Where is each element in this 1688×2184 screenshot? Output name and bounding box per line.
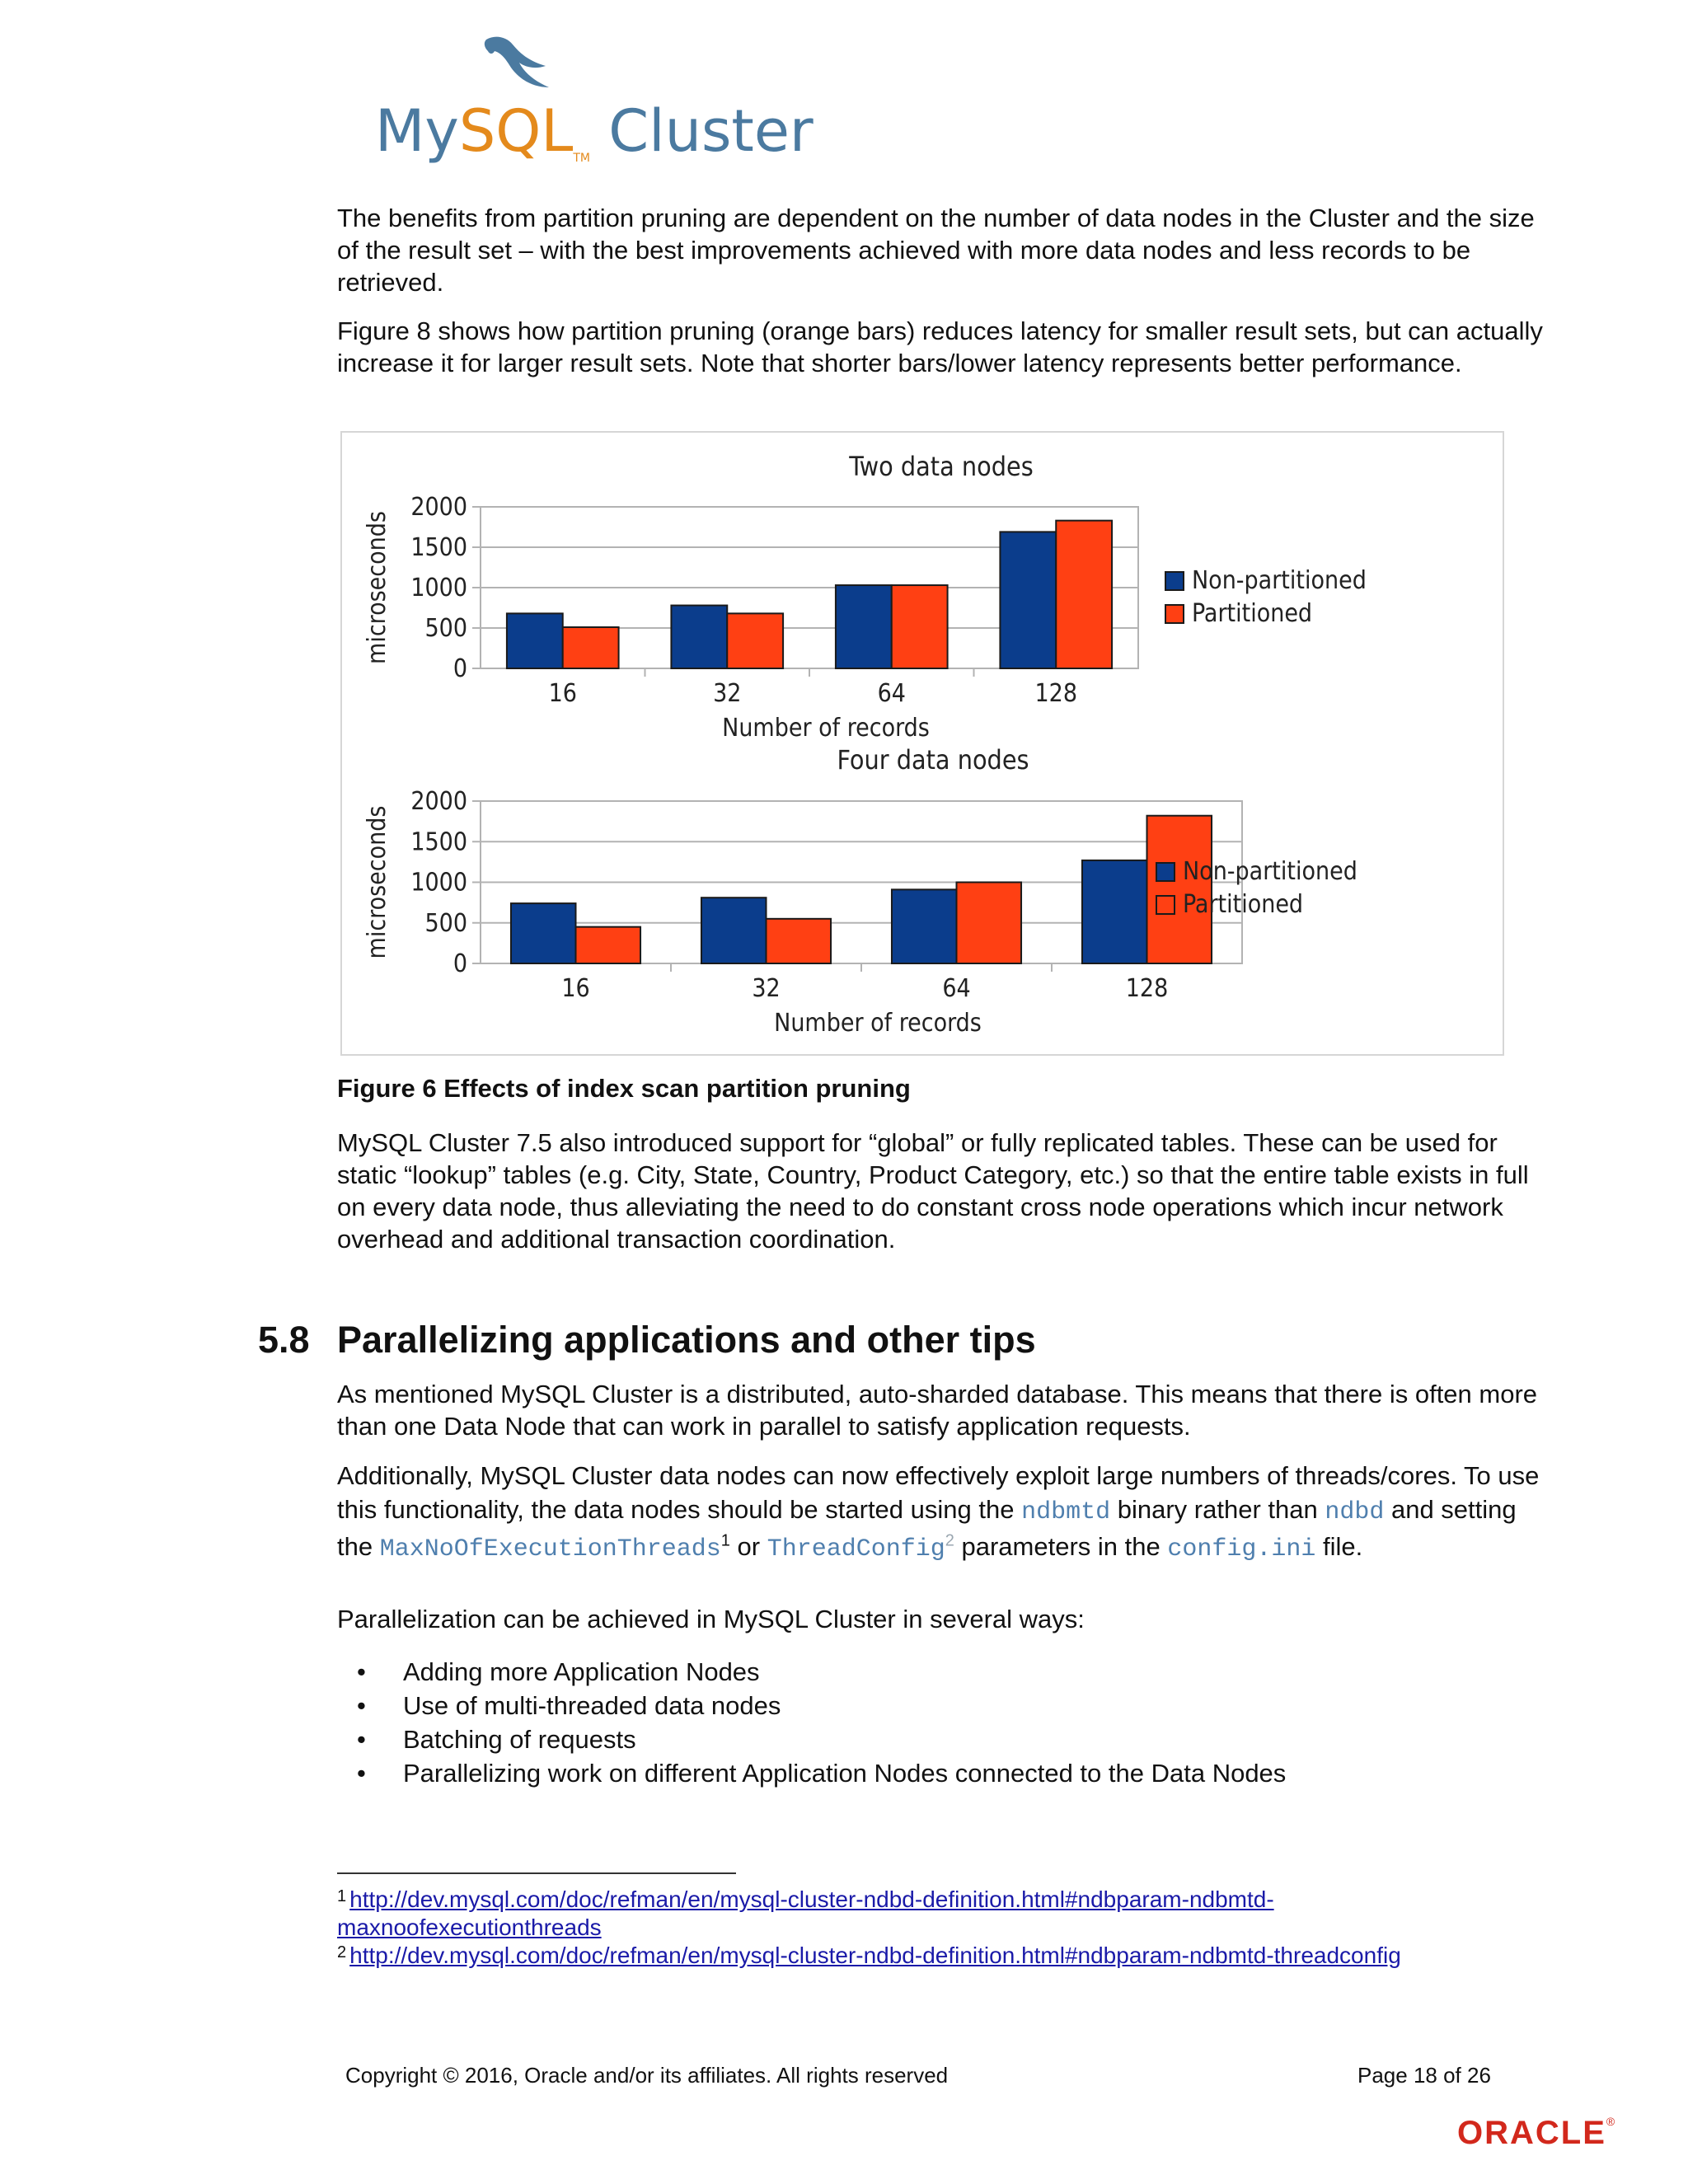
list-item: • Use of multi-threaded data nodes <box>337 1689 1286 1722</box>
footer-copyright: Copyright © 2016, Oracle and/or its affiliates. All rights reserved <box>345 2063 949 2088</box>
y-tick-label: 2000 <box>410 787 467 816</box>
paragraph-partition-benefits: The benefits from partition pruning are dependent on the number of data nodes in the Cluster and the size of the result set – with the best improvements achieved with more data nodes and less records to be retrieved. <box>337 204 1535 297</box>
footnote-2-link[interactable]: http://dev.mysql.com/doc/refman/en/mysql-cluster-ndbd-definition.html#ndbparam-ndbmtd-threadconfig <box>349 1943 1401 1968</box>
bullet-icon: • <box>357 1657 366 1686</box>
registered-mark: ® <box>1606 2115 1615 2128</box>
chart-title: Four data nodes <box>837 744 1029 776</box>
footnote-1: $^1$ http://dev.mysql.com/doc/refman/en/mysql-cluster-ndbd-definition.html#ndbparam-ndbmtd- maxnoofexecutionthreads <box>337 1886 1274 1940</box>
bullet-icon: • <box>357 1759 366 1788</box>
list-item: • Batching of requests <box>337 1722 1286 1756</box>
legend-swatch <box>1156 863 1175 881</box>
bullet-icon: • <box>357 1725 366 1754</box>
legend-label: Partitioned <box>1192 599 1313 628</box>
x-tick-label: 16 <box>561 974 590 1003</box>
legend-label: Non-partitioned <box>1192 566 1367 595</box>
bullet-icon: • <box>357 1691 366 1720</box>
section-number: 5.8 <box>258 1319 310 1361</box>
code-threadconfig: ThreadConfig <box>767 1535 945 1563</box>
y-tick-label: 1000 <box>410 868 467 898</box>
footer-page-number: Page 18 of 26 <box>1357 2063 1491 2088</box>
legend-swatch <box>1165 572 1184 590</box>
bar-non-partitioned <box>1082 860 1147 963</box>
footnote-divider <box>337 1872 736 1874</box>
section-heading <box>258 1319 1036 1361</box>
y-tick-label: 2000 <box>410 493 467 522</box>
x-tick-label: 32 <box>713 679 742 708</box>
y-tick-label: 1500 <box>410 827 467 857</box>
code-ndbmtd: ndbmtd <box>1021 1498 1111 1526</box>
bar-non-partitioned <box>892 889 957 963</box>
bar-non-partitioned <box>671 606 727 668</box>
footnote-1-link-cont[interactable]: maxnoofexecutionthreads <box>337 1915 602 1940</box>
bar-non-partitioned <box>836 585 892 668</box>
legend-swatch <box>1165 605 1184 623</box>
bar-partitioned <box>767 919 832 963</box>
y-axis-label: microseconds <box>363 805 392 959</box>
figure-partition-pruning <box>340 431 1504 1056</box>
footnote-ref-2[interactable]: 2 <box>945 1531 954 1550</box>
bar-partitioned <box>1056 521 1112 668</box>
footnote-ref-1[interactable]: 1 <box>720 1531 730 1550</box>
paragraph-global-tables: MySQL Cluster 7.5 also introduced support for “global” or fully replicated tables. These can be used for static “lookup” tables (e.g. City, State, Country, Product Category, etc.) so that the entire table exists in full on every data node, thus alleviating the need to do constant cross node operations which incur network overhead and additional transaction coordination. <box>337 1128 1529 1254</box>
paragraph-parallelization-ways: Parallelization can be achieved in MySQL Cluster in several ways: <box>337 1605 1085 1633</box>
legend-label: Partitioned <box>1183 890 1304 919</box>
logo-wordmark: MySQLTM Cluster <box>375 97 814 165</box>
list-item: • Parallelizing work on different Application Nodes connected to the Data Nodes <box>337 1756 1286 1790</box>
oracle-wordmark: ORACLE <box>1457 2115 1606 2151</box>
x-axis-label: Number of records <box>722 714 930 743</box>
x-tick-label: 128 <box>1125 974 1169 1003</box>
x-tick-label: 64 <box>877 679 906 708</box>
section-title: Parallelizing applications and other tips <box>337 1319 1036 1361</box>
oracle-logo <box>1457 2115 1615 2152</box>
x-axis-label: Number of records <box>774 1009 982 1038</box>
bar-non-partitioned <box>1000 532 1056 668</box>
mysql-cluster-logo <box>375 33 814 173</box>
paragraph-figure-description: Figure 8 shows how partition pruning (orange bars) reduces latency for smaller result sets, but can actually increase it for larger result sets. Note that shorter bars/lower latency represents better performance. <box>337 316 1543 377</box>
bar-partitioned <box>957 883 1022 964</box>
chart-title: Two data nodes <box>849 451 1034 482</box>
code-ndbd: ndbd <box>1325 1498 1385 1526</box>
code-config-ini: config.ini <box>1167 1535 1316 1563</box>
bar-partitioned <box>563 627 619 668</box>
x-tick-label: 32 <box>752 974 781 1003</box>
y-tick-label: 500 <box>424 908 467 938</box>
y-axis-label: microseconds <box>363 511 392 664</box>
x-tick-label: 64 <box>942 974 971 1003</box>
bar-non-partitioned <box>507 613 563 668</box>
paragraph-distributed: As mentioned MySQL Cluster is a distributed, auto-sharded database. This means that there is often more than one Data Node that can work in parallel to satisfy application requests. <box>337 1380 1538 1441</box>
footnote-1-link[interactable]: http://dev.mysql.com/doc/refman/en/mysql-cluster-ndbd-definition.html#ndbparam-ndbmtd- <box>349 1886 1274 1912</box>
figure-caption: Figure 6 Effects of index scan partition pruning <box>337 1074 911 1103</box>
bullet-list <box>337 1655 1286 1790</box>
paragraph-multithreading: Additionally, MySQL Cluster data nodes can now effectively exploit large numbers of threads/cores. To use this functionality, the data nodes should be started using the ndbmtd binary rather than ndbd and setting the MaxNoOfExecutionThreads$^1$ or ThreadConfig$^2$ parameters in the config.ini file. <box>337 1461 1540 1563</box>
bar-partitioned <box>576 927 641 963</box>
x-tick-label: 16 <box>548 679 577 708</box>
y-tick-label: 0 <box>452 654 467 683</box>
x-tick-label: 128 <box>1034 679 1078 708</box>
bar-partitioned <box>892 585 948 668</box>
y-tick-label: 0 <box>452 949 467 978</box>
y-tick-label: 1000 <box>410 574 467 602</box>
footnote-2: $^2$ http://dev.mysql.com/doc/refman/en/mysql-cluster-ndbd-definition.html#ndbparam-ndbmtd-threadconfig <box>337 1943 1401 1968</box>
y-tick-label: 1500 <box>410 533 467 562</box>
y-tick-label: 500 <box>424 614 467 643</box>
legend-label: Non-partitioned <box>1183 857 1357 886</box>
bar-non-partitioned <box>511 903 576 963</box>
dolphin-icon <box>470 33 560 99</box>
code-maxnoofexecutionthreads: MaxNoOfExecutionThreads <box>379 1535 721 1563</box>
legend-swatch <box>1156 896 1175 914</box>
charts-svg <box>342 433 1503 1054</box>
bar-non-partitioned <box>701 898 767 963</box>
list-item: • Adding more Application Nodes <box>337 1655 1286 1689</box>
bar-partitioned <box>727 613 783 668</box>
